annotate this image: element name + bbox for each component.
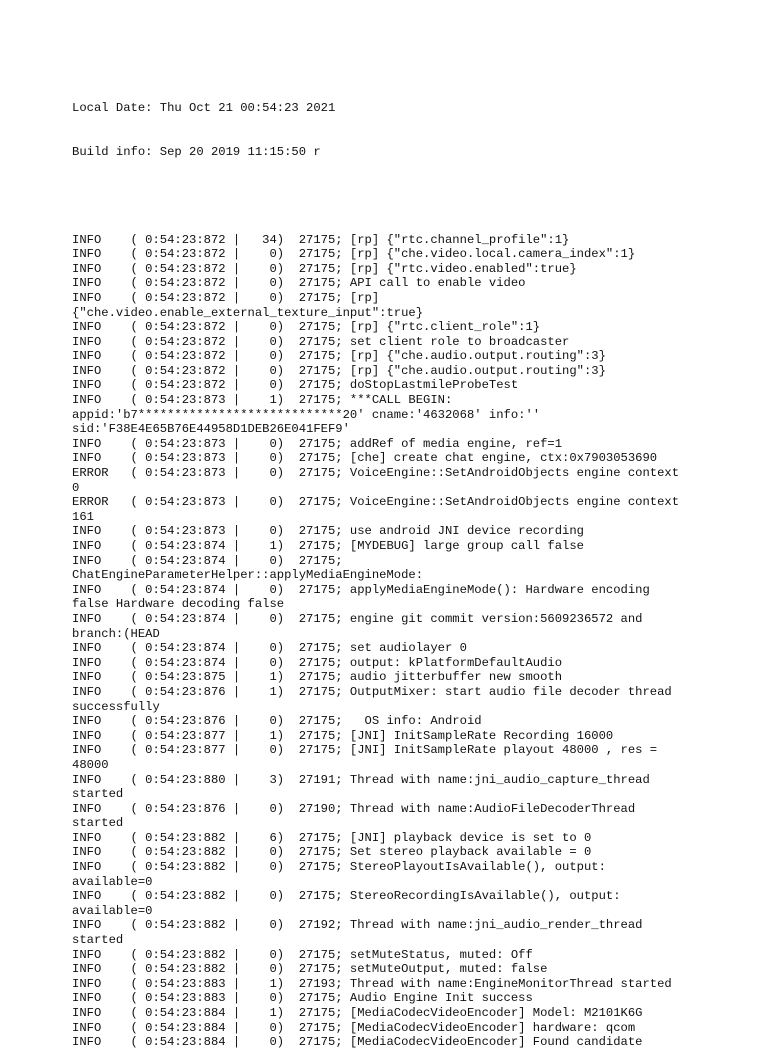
log-line: INFO ( 0:54:23:877 | 0) 27175; [JNI] InitSampleRate playout 48000 , res = [72, 743, 658, 758]
log-line: INFO ( 0:54:23:882 | 0) 27175; StereoPlayoutIsAvailable(), output: [72, 860, 606, 875]
log-line: INFO ( 0:54:23:884 | 0) 27175; [MediaCodecVideoEncoder] hardware: qcom [72, 1020, 636, 1035]
log-line: INFO ( 0:54:23:874 | 0) 27175; [72, 553, 343, 568]
log-body [72, 233, 712, 1050]
blank-separator [72, 189, 712, 204]
log-line: INFO ( 0:54:23:872 | 34) 27175; [rp] {"rtc.channel_profile":1} [72, 232, 570, 247]
log-line: INFO ( 0:54:23:877 | 1) 27175; [JNI] InitSampleRate Recording 16000 [72, 728, 614, 743]
log-line: 0 [72, 480, 80, 495]
log-line: INFO ( 0:54:23:874 | 1) 27175; [MYDEBUG] large group call false [72, 539, 584, 553]
log-line: available=0 [72, 874, 153, 889]
log-line: INFO ( 0:54:23:872 | 0) 27175; [rp] {"che.audio.output.routing":3} [72, 349, 606, 364]
log-line: INFO ( 0:54:23:882 | 0) 27175; setMuteStatus, muted: Off [72, 947, 533, 962]
log-line: branch:(HEAD [72, 626, 160, 641]
log-line: INFO ( 0:54:23:872 | 0) 27175; API call to enable video [72, 276, 526, 291]
log-line: successfully [72, 699, 160, 714]
log-line: INFO ( 0:54:23:873 | 0) 27175; use android JNI device recording [72, 524, 584, 539]
log-line: ERROR ( 0:54:23:873 | 0) 27175; VoiceEngine::SetAndroidObjects engine context [72, 466, 680, 481]
log-line: available=0 [72, 903, 153, 918]
log-line: started [72, 787, 124, 802]
log-line: 161 [72, 509, 94, 524]
log-line: appid:'b7****************************20' cname:'4632068' info:'' [72, 407, 541, 422]
log-document [72, 72, 712, 1064]
build-info-line: Build info: Sep 20 2019 11:15:50 r [72, 144, 321, 159]
log-line: INFO ( 0:54:23:882 | 0) 27192; Thread with name:jni_audio_render_thread [72, 918, 643, 933]
log-line: INFO ( 0:54:23:882 | 0) 27175; StereoRecordingIsAvailable(), output: [72, 889, 621, 904]
log-line: ERROR ( 0:54:23:873 | 0) 27175; VoiceEngine::SetAndroidObjects engine context [72, 495, 680, 510]
log-line: INFO ( 0:54:23:883 | 1) 27193; Thread with name:EngineMonitorThread started [72, 976, 672, 991]
log-line: started [72, 933, 124, 948]
log-line: INFO ( 0:54:23:874 | 0) 27175; output: kPlatformDefaultAudio [72, 655, 563, 670]
log-line: INFO ( 0:54:23:873 | 0) 27175; [che] create chat engine, ctx:0x7903053690 [72, 451, 658, 466]
log-line: INFO ( 0:54:23:876 | 1) 27175; OutputMixer: start audio file decoder thread [72, 684, 672, 699]
log-line: INFO ( 0:54:23:882 | 0) 27175; Set stereo playback available = 0 [72, 845, 592, 860]
log-line: INFO ( 0:54:23:874 | 0) 27175; applyMediaEngineMode(): Hardware encoding [72, 582, 650, 597]
log-line: INFO ( 0:54:23:875 | 1) 27175; audio jitterbuffer new smooth [72, 670, 563, 685]
log-line: INFO ( 0:54:23:880 | 3) 27191; Thread with name:jni_audio_capture_thread [72, 772, 650, 787]
log-line: sid:'F38E4E65B76E44958D1DEB26E041FEF9' [72, 422, 350, 437]
log-line: INFO ( 0:54:23:872 | 0) 27175; set client role to broadcaster [72, 334, 570, 349]
log-line: ChatEngineParameterHelper::applyMediaEngineMode: [72, 568, 424, 583]
log-line: false Hardware decoding false [72, 597, 285, 612]
local-date-line: Local Date: Thu Oct 21 00:54:23 2021 [72, 101, 336, 116]
log-line: started [72, 816, 124, 831]
log-line: INFO ( 0:54:23:882 | 6) 27175; [JNI] playback device is set to 0 [72, 830, 592, 845]
log-line: {"che.video.enable_external_texture_input":true} [72, 305, 424, 320]
log-line: INFO ( 0:54:23:884 | 1) 27175; [MediaCodecVideoEncoder] Model: M2101K6G [72, 1006, 643, 1020]
log-line: INFO ( 0:54:23:873 | 0) 27175; addRef of media engine, ref=1 [72, 436, 563, 451]
log-line: INFO ( 0:54:23:872 | 0) 27175; [rp] {"che.video.local.camera_index":1} [72, 247, 636, 262]
log-line: INFO ( 0:54:23:872 | 0) 27175; doStopLastmileProbeTest [72, 378, 519, 393]
log-line: INFO ( 0:54:23:876 | 0) 27175; OS info: Android [72, 714, 482, 729]
log-line: INFO ( 0:54:23:873 | 1) 27175; ***CALL BEGIN: [72, 393, 453, 408]
log-line: 48000 [72, 757, 109, 772]
log-line: INFO ( 0:54:23:872 | 0) 27175; [rp] {"rtc.client_role":1} [72, 320, 541, 335]
log-line: INFO ( 0:54:23:874 | 0) 27175; engine git commit version:5609236572 and [72, 611, 643, 626]
log-line: INFO ( 0:54:23:883 | 0) 27175; Audio Engine Init success [72, 991, 533, 1006]
log-line: INFO ( 0:54:23:876 | 0) 27190; Thread with name:AudioFileDecoderThread [72, 801, 636, 816]
log-line: INFO ( 0:54:23:882 | 0) 27175; setMuteOutput, muted: false [72, 962, 548, 977]
log-line: INFO ( 0:54:23:874 | 0) 27175; set audiolayer 0 [72, 641, 467, 656]
log-line: INFO ( 0:54:23:872 | 0) 27175; [rp] [72, 290, 380, 305]
log-line: INFO ( 0:54:23:884 | 0) 27175; [MediaCodecVideoEncoder] Found candidate [72, 1035, 643, 1050]
log-line: INFO ( 0:54:23:872 | 0) 27175; [rp] {"rtc.video.enabled":true} [72, 261, 577, 276]
log-line: INFO ( 0:54:23:872 | 0) 27175; [rp] {"che.audio.output.routing":3} [72, 363, 606, 378]
